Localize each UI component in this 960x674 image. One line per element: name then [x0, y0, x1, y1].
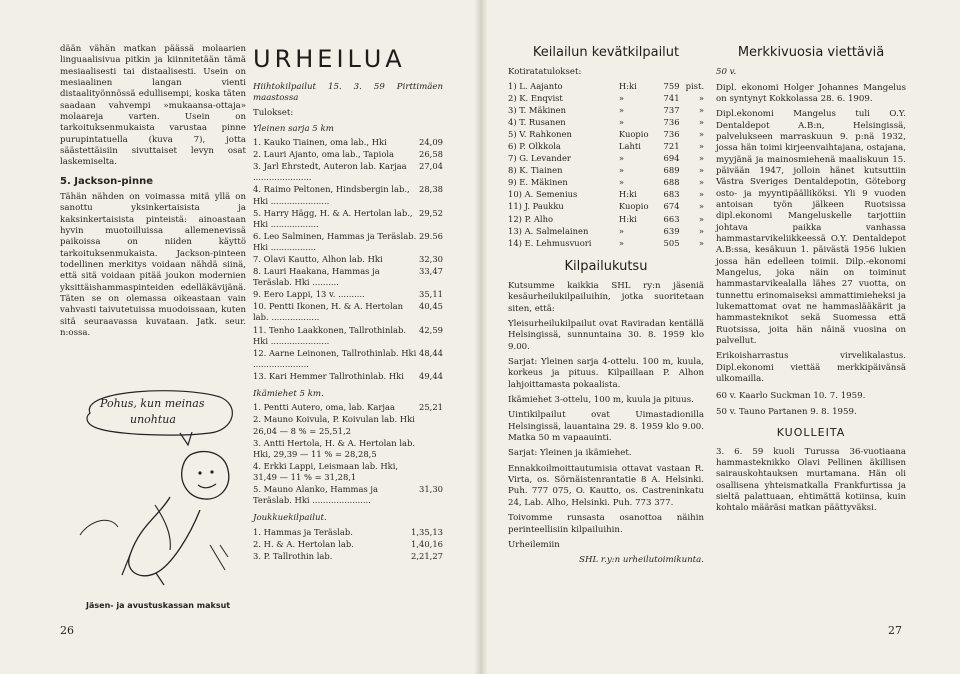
obituary-paragraph: 3. 6. 59 kuoli Turussa 36-vuotiaana hammasteknikko Olavi Pellinen äkillisen sairauskohtauksen murtamana. Hän oli osallisena yhteismatkalla Frankfurtissa ja sieltä palattuaan, ehtimättä kotiinsa, kuin kohtalo määräsi matkan päättyväksi.: [716, 446, 906, 514]
bowling-row: [508, 117, 704, 129]
bowling-score: 663: [663, 213, 680, 224]
bowling-name: 5) V. Rahkonen: [508, 128, 572, 139]
result-competitor: 3. Antti Hertola, H. & A. Hertolan lab. Hki, 29,39 — 11 % = 28,28,5: [253, 437, 416, 459]
bowling-city: »: [618, 92, 625, 103]
result-row: [253, 208, 443, 231]
result-time: [419, 438, 443, 461]
bowling-row: [508, 238, 704, 250]
bowling-score: 683: [663, 189, 680, 200]
bowling-city: Kuopio: [618, 201, 649, 212]
bowling-row: [508, 93, 704, 105]
invite-paragraph-3: Sarjat: Yleinen sarja 4-ottelu. 100 m, kuula, korkeus ja pituus. Kilpaillaan P. Alhon lahjoittamasta pokaalista.: [508, 357, 704, 390]
result-time: 1,40,16: [411, 538, 443, 549]
bowling-row: [508, 129, 704, 141]
invite-paragraph-6: Sarjat: Yleinen ja ikämiehet.: [508, 448, 632, 459]
result-time: 40,45: [419, 301, 443, 312]
bowling-city: »: [618, 177, 625, 188]
cartoon-speech-line1: Pohus, kun meinas: [100, 397, 205, 410]
result-row: [253, 266, 443, 289]
result-row: [253, 325, 443, 348]
result-time: 29.56: [419, 230, 443, 241]
bowling-score: 736: [663, 116, 680, 127]
bowling-score: 639: [663, 225, 680, 236]
invite-paragraph-1: Kutsumme kaikkia SHL ry:n jäseniä kesäurheilukilpailuihin, jotka suoritetaan siten, että:: [508, 280, 704, 314]
bowling-city: »: [618, 165, 625, 176]
bowling-city: »: [618, 153, 625, 164]
class3-label: Joukkuekilpailut.: [253, 513, 327, 524]
cartoon-caption: Jäsen- ja avustuskassan maksut: [86, 601, 231, 610]
bowling-unit: »: [698, 201, 704, 212]
result-competitor: 3. P. Tallrothin lab.: [253, 550, 333, 561]
bowling-row: [508, 165, 704, 177]
result-row: [253, 461, 443, 484]
bowling-row: [508, 81, 704, 93]
class3-results-table: [253, 527, 443, 563]
result-competitor: 9. Eero Lappi, 13 v. ..........: [253, 289, 365, 300]
result-row: [253, 149, 443, 161]
page-gutter: [474, 0, 488, 674]
result-row: [253, 348, 443, 371]
anniversary-title: Merkkivuosia viettäviä: [737, 45, 885, 60]
bowling-score: 737: [663, 104, 680, 115]
result-competitor: 5. Mauno Alanko, Hammas ja Teräslab. Hki ......................: [253, 484, 378, 506]
invite-title: Kilpailukutsu: [564, 258, 648, 274]
bowling-row: [508, 226, 704, 238]
result-competitor: 7. Olavi Kautto, Alhon lab. Hki: [253, 253, 383, 264]
result-row: [253, 527, 443, 539]
section-heading: 5. Jackson-pinne: [60, 175, 153, 187]
left-page-number: 26: [60, 624, 74, 637]
bowling-score: 694: [663, 153, 680, 164]
bowling-name: 14) E. Lehmusvuori: [508, 237, 592, 248]
bowling-score: 721: [663, 140, 680, 151]
result-row: [253, 402, 443, 414]
bowling-unit: »: [698, 140, 704, 151]
bowling-subtitle: Kotiratatulokset:: [508, 67, 582, 78]
result-time: [419, 461, 443, 484]
right-page-number: 27: [888, 624, 902, 637]
result-time: 31,30: [419, 484, 443, 495]
bowling-unit: »: [698, 189, 704, 200]
cartoon-speech-line2: unohtua: [130, 413, 176, 426]
sports-column: [253, 44, 443, 563]
invite-paragraph-5: Uintikilpailut ovat Uimastadionilla Helsingissä, lauantaina 29. 8. 1959 klo 9.00. Matka 50 m vapaauinti.: [508, 410, 704, 444]
bowling-score: 505: [663, 237, 680, 248]
result-row: [253, 231, 443, 254]
result-time: 29,52: [419, 207, 443, 218]
result-competitor: 4. Raimo Peltonen, Hindsbergin lab., Hki ......................: [253, 184, 410, 206]
result-competitor: 2. Lauri Ajanto, oma lab., Tapiola: [253, 149, 395, 160]
class1-label: Yleinen sarja 5 km: [253, 123, 334, 134]
result-competitor: 1. Kauko Tiainen, oma lab., Hki: [253, 137, 387, 148]
ski-event-line: Hiihtokilpailut 15. 3. 59 Pirttimäen maastossa: [253, 81, 443, 104]
invite-paragraph-4: Ikämiehet 3-ottelu, 100 m, kuula ja pituus.: [508, 395, 694, 406]
result-competitor: 11. Tenho Laakkonen, Tallrothinlab. Hki ......................: [253, 324, 407, 346]
bowling-city: »: [618, 116, 625, 127]
class1-results-table: [253, 137, 443, 383]
bowling-score: 736: [663, 128, 680, 139]
bowling-unit: »: [698, 165, 704, 176]
result-time: 2,21,27: [411, 550, 443, 561]
bowling-title: Keilailun kevätkilpailut: [532, 45, 680, 60]
result-competitor: 5. Harry Hägg, H. & A. Hertolan lab., Hki ..................: [253, 207, 413, 229]
bowling-city: H:ki: [618, 213, 637, 224]
result-row: [253, 539, 443, 551]
right-page-column-1: [508, 44, 704, 571]
bowling-city: H:ki: [618, 189, 637, 200]
bowling-score: 688: [663, 177, 680, 188]
result-competitor: 1. Pentti Autero, oma, lab. Karjaa: [253, 402, 395, 413]
result-row: [253, 184, 443, 207]
bowling-unit: »: [698, 153, 704, 164]
anniversary-paragraph-4: 60 v. Kaarlo Suckman 10. 7. 1959.: [716, 391, 866, 402]
result-time: 42,59: [419, 324, 443, 335]
bowling-city: »: [618, 237, 625, 248]
bowling-name: 3) T. Mäkinen: [508, 104, 567, 115]
bowling-name: 12) P. Alho: [508, 213, 554, 224]
bowling-city: »: [618, 225, 625, 236]
result-time: 48,44: [419, 347, 443, 358]
result-competitor: 2. H. & A. Hertolan lab.: [253, 538, 354, 549]
bowling-unit: »: [698, 116, 704, 127]
intro-paragraph: dään vähän matkan päässä molaarien linguaalisivua pitkin ja kiinnitetään tämä mesiaalisesti tai distaalisesti. Usein on mesiaalinen langan vienti distaalityönnössä edullisempi, koska täten saadaan vahvempi »mukaansa-ottaja» molaareja varten. Usein on tarkoituksenmukaista varustaa pinne purupintatuella (kuva 7), jotta säästettäisiin sivuttaiset levyn osat laskemiselta.: [60, 44, 246, 168]
invite-paragraph-7: Ennakkoilmoittautumisia ottavat vastaan R. Virta, os. Sörnäistenrantatie 8 A. Helsinki. Puh. 777 075, O. Kautto, os. Castreninkatu 24, Lab. Alho, Helsinki. Puh. 773 377.: [508, 463, 704, 508]
result-competitor: 8. Lauri Haakana, Hammas ja Teräslab. Hki ..........: [253, 266, 380, 288]
bowling-name: 6) P. Olkkola: [508, 140, 561, 151]
bowling-row: [508, 177, 704, 189]
bowling-row: [508, 141, 704, 153]
anniversary-paragraph-1: Dipl. ekonomi Holger Johannes Mangelus on syntynyt Kokkolassa 28. 6. 1909.: [716, 82, 906, 104]
result-row: [253, 137, 443, 149]
bowling-name: 9) E. Mäkinen: [508, 177, 568, 188]
bowling-name: 8) K. Tiainen: [508, 165, 563, 176]
bowling-city: H:ki: [618, 80, 637, 91]
bowling-row: [508, 201, 704, 213]
result-time: 27,04: [419, 161, 443, 172]
bowling-unit: »: [698, 177, 704, 188]
bowling-city: Kuopio: [618, 128, 649, 139]
bowling-unit: pist.: [685, 80, 704, 91]
result-row: [253, 301, 443, 324]
class2-label: Ikämiehet 5 km.: [253, 389, 324, 400]
results-label: Tulokset:: [253, 108, 294, 119]
invite-paragraph-2: Yleisurheilukilpailut ovat Raviradan kentällä Helsingissä, sunnuntaina 30. 8. 1959 klo 9.00.: [508, 319, 704, 352]
bowling-name: 10) A. Semenius: [508, 189, 578, 200]
right-page-column-2: [716, 44, 906, 519]
result-time: 25,21: [419, 402, 443, 413]
result-time: 1,35,13: [411, 526, 443, 537]
bowling-unit: »: [698, 104, 704, 115]
result-competitor: 4. Erkki Lappi, Leismaan lab. Hki, 31,49 — 11 % = 31,28,1: [253, 460, 399, 482]
result-row: [253, 414, 443, 437]
bowling-name: 7) G. Levander: [508, 153, 571, 164]
bowling-score: 741: [663, 92, 680, 103]
sports-title: URHEILUA: [253, 45, 406, 73]
invite-signature-1: Urheilemiin: [508, 539, 560, 550]
result-competitor: 1. Hammas ja Teräslab.: [253, 526, 353, 537]
bowling-name: 13) A. Salmelainen: [508, 225, 589, 236]
bowling-score: 674: [663, 201, 680, 212]
bowling-row: [508, 153, 704, 165]
result-competitor: 13. Kari Hemmer Tallrothinlab. Hki: [253, 370, 404, 381]
obituary-title: KUOLLEITA: [776, 426, 846, 440]
bowling-name: 4) T. Rusanen: [508, 116, 566, 127]
result-time: 32,30: [419, 253, 443, 264]
result-row: [253, 371, 443, 383]
result-time: 26,58: [419, 149, 443, 160]
bowling-unit: »: [698, 128, 704, 139]
result-time: 33,47: [419, 266, 443, 277]
cartoon-illustration: [60, 385, 260, 595]
anniversary-paragraph-2: Dipl.ekonomi Mangelus tuli O.Y. Dentaldepot A.B:n, Helsingissä, palvelukseen marraskuun 9. p:nä 1932, jossa hän toimi kirjeenvaihtajana, ostajana, myyjänä ja mainosmiehenä maaliskuun 15. päivään 1947, jolloin hänet kutsuttiin Västra Sveriges Dentaldepotin, Göteborg osto- ja myyntipäälliköksi. Yli 9 vuoden antoisan työn jälkeen Ruotsissa dipl.ekonomi Mangeluskelle tarjottiin johtava paikka vanhassa hammastarvikeliikkeessä O.Y. Dentaldepot A.B:ssa, kesäkuun 1. päivästä 1956 lukien jossa hän edelleen toimii. Dilp.-ekonomi Mangelus, joka näin on toiminut hammastarvikealalla lähes 27 vuotta, on tunnettu erinomaiseksi ammattimieheksi ja lukemattomat ovat ne hammaslääkärit ja hammasteknikot sekä Suomessa että Ruotsissa, joita hän näinä vuosina on palvellut.: [716, 109, 906, 347]
result-time: 24,09: [419, 137, 443, 148]
bowling-unit: »: [698, 225, 704, 236]
result-competitor: 10. Pentti Ikonen, H. & A. Hertolan lab. ..................: [253, 301, 404, 323]
bowling-unit: »: [698, 213, 704, 224]
bowling-row: [508, 214, 704, 226]
bowling-score: 759: [663, 80, 680, 91]
bowling-score: 689: [663, 165, 680, 176]
result-row: [253, 484, 443, 507]
result-time: 49,44: [419, 370, 443, 381]
invite-signature-2: SHL r.y:n urheilutoimikunta.: [579, 555, 704, 566]
bowling-city: »: [618, 104, 625, 115]
anniversary-paragraph-3: Erikoisharrastus virvelikalastus. Dipl.ekonomi viettää merkkipäivänsä ulkomailla.: [716, 351, 906, 385]
anniversary-subtitle: 50 v.: [716, 67, 737, 78]
result-row: [253, 438, 443, 461]
anniversary-paragraph-5: 50 v. Tauno Partanen 9. 8. 1959.: [716, 406, 857, 417]
result-row: [253, 161, 443, 184]
result-time: 28,38: [419, 184, 443, 195]
result-competitor: 6. Leo Salminen, Hammas ja Teräslab. Hki .................: [253, 230, 417, 252]
result-competitor: 12. Aarne Leinonen, Tallrothinlab. Hki .....................: [253, 347, 417, 369]
bowling-name: 1) L. Aajanto: [508, 80, 563, 91]
left-page-column: [60, 44, 246, 343]
bowling-unit: »: [698, 92, 704, 103]
section-paragraph: Tähän nähden on voimassa mitä yllä on sanottu yksinkertaisista ja kaksinkertaisista pinteistä: ainoastaan hyvin muotoilluissa allemenevissä paikoissa on niiden käyttö tarkoituksenmukaista. Jackson-pinteen todellinen merkitys voidaan nähdä siinä, että sitä voidaan pitää joukon modernien yksittäishammaspinteiden edelläkävijänä. Täten se on olemassa oikeastaan vain vahvasti taivutetuissa muodoissaan, kuten sitä seuraavassa kuvataan. Jatk. seur. n:ossa.: [60, 191, 246, 339]
result-time: 35,11: [419, 289, 443, 300]
bowling-results-table: [508, 81, 704, 250]
result-row: [253, 551, 443, 563]
result-competitor: 3. Jarl Ehrstedt, Auteron lab. Karjaa ......................: [253, 161, 407, 183]
bowling-row: [508, 189, 704, 201]
bowling-name: 2) K. Enqvist: [508, 92, 563, 103]
bowling-unit: »: [698, 237, 704, 248]
result-competitor: 2. Mauno Koivula, P. Koivulan lab. Hki 26,04 — 8 % = 25,51,2: [253, 414, 415, 436]
bowling-city: Lahti: [618, 140, 641, 151]
class2-results-table: [253, 402, 443, 507]
result-time: [419, 414, 443, 437]
bowling-row: [508, 105, 704, 117]
invite-paragraph-8: Toivomme runsasta osanottoa näihin perinteellisiin kilpailuihin.: [508, 513, 704, 535]
result-row: [253, 289, 443, 301]
bowling-name: 11) J. Paukku: [508, 201, 564, 212]
result-row: [253, 254, 443, 266]
